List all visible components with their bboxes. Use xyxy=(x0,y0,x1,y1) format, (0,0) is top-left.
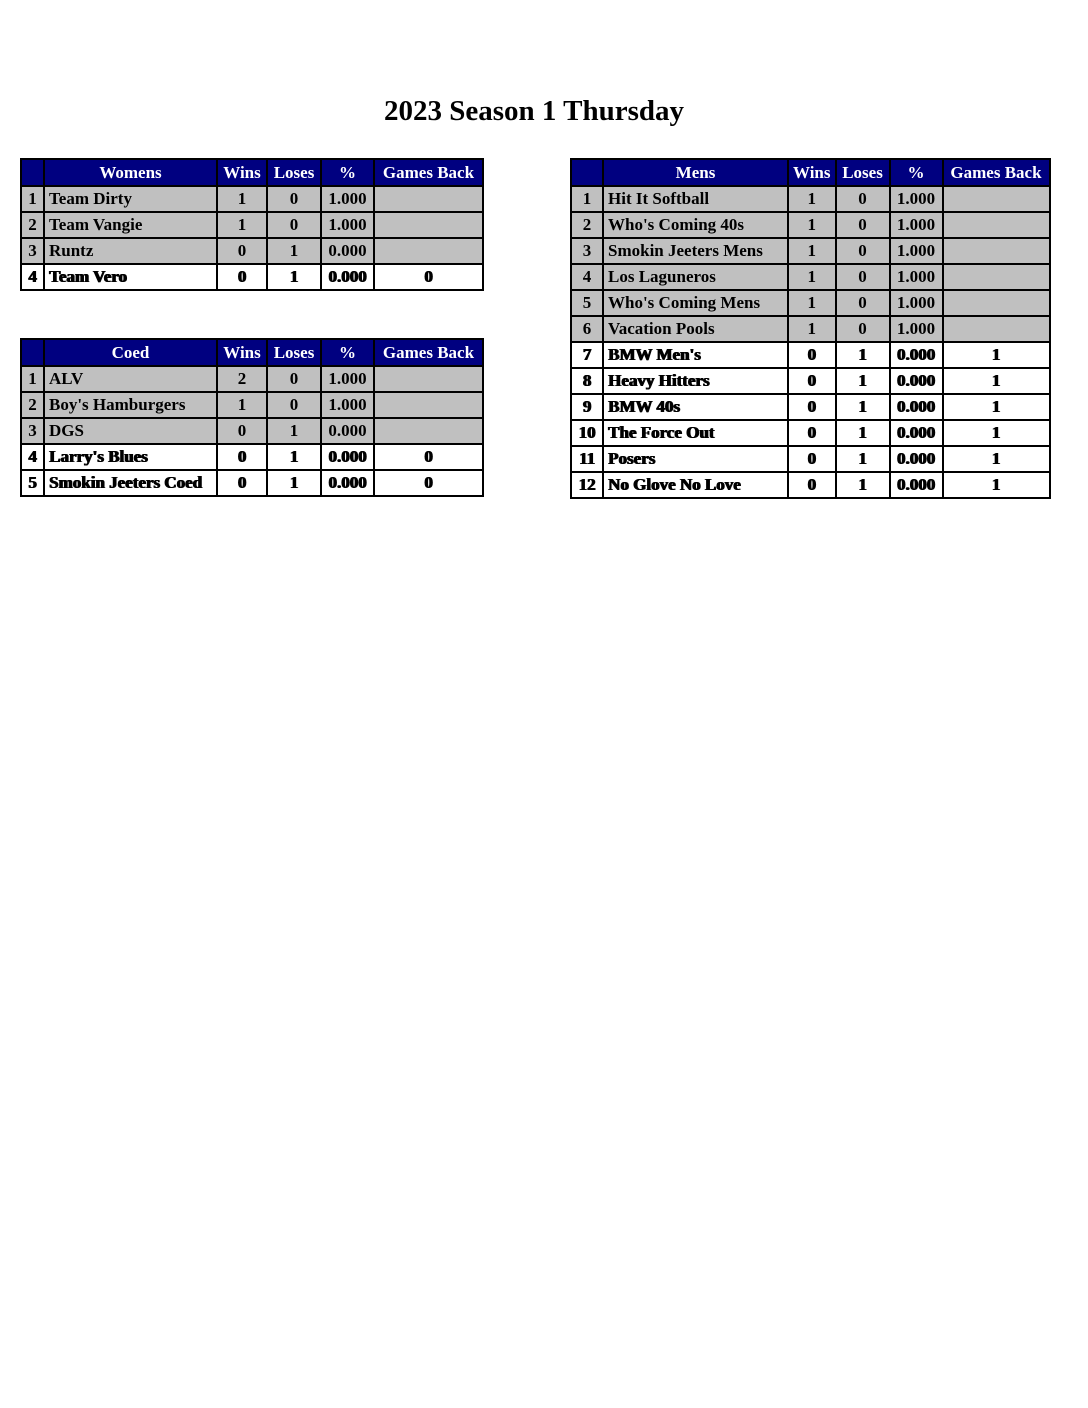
pct-cell: 0.000 xyxy=(890,446,943,472)
team-name-cell: The Force Out xyxy=(603,420,788,446)
table-row xyxy=(21,366,483,392)
rank-cell: 8 xyxy=(571,368,603,394)
wins-cell: 0 xyxy=(217,470,267,496)
page-title: 2023 Season 1 Thursday xyxy=(383,95,685,127)
wins-cell: 1 xyxy=(788,290,836,316)
loses-cell: 1 xyxy=(267,264,321,290)
rank-column-header xyxy=(571,159,603,186)
rank-cell: 4 xyxy=(21,264,44,290)
table-row xyxy=(571,264,1050,290)
wins-cell: 1 xyxy=(788,238,836,264)
loses-cell: 0 xyxy=(836,212,890,238)
loses-cell: 1 xyxy=(836,342,890,368)
team-name-cell: Posers xyxy=(603,446,788,472)
games-back-cell xyxy=(943,316,1050,342)
loses-cell: 1 xyxy=(267,238,321,264)
loses-cell: 0 xyxy=(836,264,890,290)
table-row xyxy=(21,444,483,470)
division-column-header: Coed xyxy=(44,339,217,366)
team-name-cell: BMW 40s xyxy=(603,394,788,420)
pct-cell: 0.000 xyxy=(321,238,374,264)
loses-column-header: Loses xyxy=(836,159,890,186)
rank-cell: 3 xyxy=(571,238,603,264)
wins-cell: 1 xyxy=(217,186,267,212)
team-name-cell: Heavy Hitters xyxy=(603,368,788,394)
rank-column-header xyxy=(21,339,44,366)
pct-cell: 1.000 xyxy=(890,290,943,316)
table-row xyxy=(21,212,483,238)
loses-cell: 0 xyxy=(836,186,890,212)
games-back-cell: 1 xyxy=(943,446,1050,472)
team-name-cell: Vacation Pools xyxy=(603,316,788,342)
table-row xyxy=(571,342,1050,368)
loses-cell: 0 xyxy=(836,316,890,342)
pct-cell: 1.000 xyxy=(321,212,374,238)
games-back-cell xyxy=(943,186,1050,212)
loses-column-header: Loses xyxy=(267,159,321,186)
loses-cell: 1 xyxy=(836,472,890,498)
games-back-cell xyxy=(943,238,1050,264)
loses-column-header: Loses xyxy=(267,339,321,366)
pct-cell: 1.000 xyxy=(321,186,374,212)
pct-cell: 1.000 xyxy=(890,316,943,342)
loses-cell: 1 xyxy=(836,446,890,472)
wins-cell: 1 xyxy=(788,186,836,212)
pct-cell: 0.000 xyxy=(890,394,943,420)
table-row xyxy=(21,470,483,496)
womens-standings-table xyxy=(20,158,484,291)
loses-cell: 0 xyxy=(267,392,321,418)
wins-column-header: Wins xyxy=(217,159,267,186)
wins-cell: 0 xyxy=(788,394,836,420)
pct-cell: 1.000 xyxy=(321,392,374,418)
games-back-cell xyxy=(374,418,483,444)
team-name-cell: Team Vero xyxy=(44,264,217,290)
table-row xyxy=(21,418,483,444)
pct-column-header: % xyxy=(890,159,943,186)
wins-cell: 1 xyxy=(217,392,267,418)
wins-cell: 0 xyxy=(217,238,267,264)
table-row xyxy=(571,290,1050,316)
loses-cell: 0 xyxy=(267,212,321,238)
pct-cell: 0.000 xyxy=(890,342,943,368)
rank-cell: 10 xyxy=(571,420,603,446)
games-back-cell xyxy=(943,264,1050,290)
rank-cell: 2 xyxy=(21,212,44,238)
team-name-cell: No Glove No Love xyxy=(603,472,788,498)
wins-cell: 2 xyxy=(217,366,267,392)
rank-cell: 1 xyxy=(21,366,44,392)
rank-cell: 1 xyxy=(21,186,44,212)
mens-standings-table xyxy=(570,158,1051,499)
rank-cell: 3 xyxy=(21,418,44,444)
team-name-cell: Boy's Hamburgers xyxy=(44,392,217,418)
pct-cell: 0.000 xyxy=(321,470,374,496)
wins-cell: 0 xyxy=(217,418,267,444)
pct-cell: 0.000 xyxy=(321,444,374,470)
games-back-cell xyxy=(374,212,483,238)
loses-cell: 1 xyxy=(267,418,321,444)
rank-column-header xyxy=(21,159,44,186)
division-column-header: Mens xyxy=(603,159,788,186)
rank-cell: 6 xyxy=(571,316,603,342)
loses-cell: 0 xyxy=(267,366,321,392)
loses-cell: 0 xyxy=(267,186,321,212)
team-name-cell: Hit It Softball xyxy=(603,186,788,212)
games-back-cell: 1 xyxy=(943,342,1050,368)
games-back-cell: 1 xyxy=(943,472,1050,498)
table-header-row xyxy=(21,339,483,366)
pct-cell: 0.000 xyxy=(321,418,374,444)
games-back-cell xyxy=(374,392,483,418)
rank-cell: 5 xyxy=(21,470,44,496)
wins-cell: 1 xyxy=(788,212,836,238)
pct-cell: 0.000 xyxy=(321,264,374,290)
loses-cell: 1 xyxy=(267,444,321,470)
pct-column-header: % xyxy=(321,159,374,186)
rank-cell: 7 xyxy=(571,342,603,368)
pct-cell: 0.000 xyxy=(890,420,943,446)
rank-cell: 5 xyxy=(571,290,603,316)
loses-cell: 1 xyxy=(836,420,890,446)
wins-cell: 0 xyxy=(788,472,836,498)
table-row xyxy=(571,368,1050,394)
table-row xyxy=(571,446,1050,472)
games-back-cell: 1 xyxy=(943,368,1050,394)
games-back-cell xyxy=(943,290,1050,316)
games-back-cell xyxy=(374,366,483,392)
table-header-row xyxy=(571,159,1050,186)
wins-cell: 0 xyxy=(788,368,836,394)
pct-cell: 1.000 xyxy=(890,238,943,264)
rank-cell: 2 xyxy=(21,392,44,418)
team-name-cell: ALV xyxy=(44,366,217,392)
rank-cell: 12 xyxy=(571,472,603,498)
team-name-cell: Los Laguneros xyxy=(603,264,788,290)
games-back-cell: 0 xyxy=(374,264,483,290)
wins-cell: 1 xyxy=(788,264,836,290)
team-name-cell: DGS xyxy=(44,418,217,444)
pct-cell: 1.000 xyxy=(890,212,943,238)
games-back-cell xyxy=(943,212,1050,238)
games-back-cell xyxy=(374,238,483,264)
table-row xyxy=(571,238,1050,264)
wins-cell: 0 xyxy=(788,446,836,472)
games-back-cell: 0 xyxy=(374,470,483,496)
loses-cell: 1 xyxy=(267,470,321,496)
games-back-cell: 0 xyxy=(374,444,483,470)
team-name-cell: Who's Coming Mens xyxy=(603,290,788,316)
games-back-cell: 1 xyxy=(943,394,1050,420)
rank-cell: 4 xyxy=(21,444,44,470)
table-header-row xyxy=(21,159,483,186)
loses-cell: 1 xyxy=(836,368,890,394)
table-row xyxy=(571,472,1050,498)
team-name-cell: Runtz xyxy=(44,238,217,264)
pct-cell: 1.000 xyxy=(321,366,374,392)
pct-cell: 0.000 xyxy=(890,472,943,498)
team-name-cell: Team Dirty xyxy=(44,186,217,212)
pct-column-header: % xyxy=(321,339,374,366)
games-back-column-header: Games Back xyxy=(943,159,1050,186)
table-row xyxy=(571,394,1050,420)
wins-cell: 0 xyxy=(788,420,836,446)
pct-cell: 1.000 xyxy=(890,186,943,212)
rank-cell: 2 xyxy=(571,212,603,238)
loses-cell: 0 xyxy=(836,290,890,316)
table-row xyxy=(571,186,1050,212)
rank-cell: 4 xyxy=(571,264,603,290)
team-name-cell: BMW Men's xyxy=(603,342,788,368)
team-name-cell: Larry's Blues xyxy=(44,444,217,470)
coed-standings-table xyxy=(20,338,484,497)
table-row xyxy=(571,212,1050,238)
table-row xyxy=(21,238,483,264)
wins-column-header: Wins xyxy=(217,339,267,366)
wins-cell: 1 xyxy=(217,212,267,238)
wins-cell: 0 xyxy=(788,342,836,368)
rank-cell: 3 xyxy=(21,238,44,264)
rank-cell: 9 xyxy=(571,394,603,420)
rank-cell: 1 xyxy=(571,186,603,212)
division-column-header: Womens xyxy=(44,159,217,186)
wins-cell: 0 xyxy=(217,264,267,290)
table-row xyxy=(21,264,483,290)
loses-cell: 0 xyxy=(836,238,890,264)
table-row xyxy=(571,420,1050,446)
team-name-cell: Who's Coming 40s xyxy=(603,212,788,238)
rank-cell: 11 xyxy=(571,446,603,472)
loses-cell: 1 xyxy=(836,394,890,420)
games-back-cell xyxy=(374,186,483,212)
games-back-column-header: Games Back xyxy=(374,159,483,186)
wins-cell: 0 xyxy=(217,444,267,470)
team-name-cell: Team Vangie xyxy=(44,212,217,238)
table-row xyxy=(21,186,483,212)
table-row xyxy=(21,392,483,418)
pct-cell: 1.000 xyxy=(890,264,943,290)
wins-cell: 1 xyxy=(788,316,836,342)
games-back-cell: 1 xyxy=(943,420,1050,446)
table-row xyxy=(571,316,1050,342)
wins-column-header: Wins xyxy=(788,159,836,186)
pct-cell: 0.000 xyxy=(890,368,943,394)
team-name-cell: Smokin Jeeters Mens xyxy=(603,238,788,264)
team-name-cell: Smokin Jeeters Coed xyxy=(44,470,217,496)
games-back-column-header: Games Back xyxy=(374,339,483,366)
